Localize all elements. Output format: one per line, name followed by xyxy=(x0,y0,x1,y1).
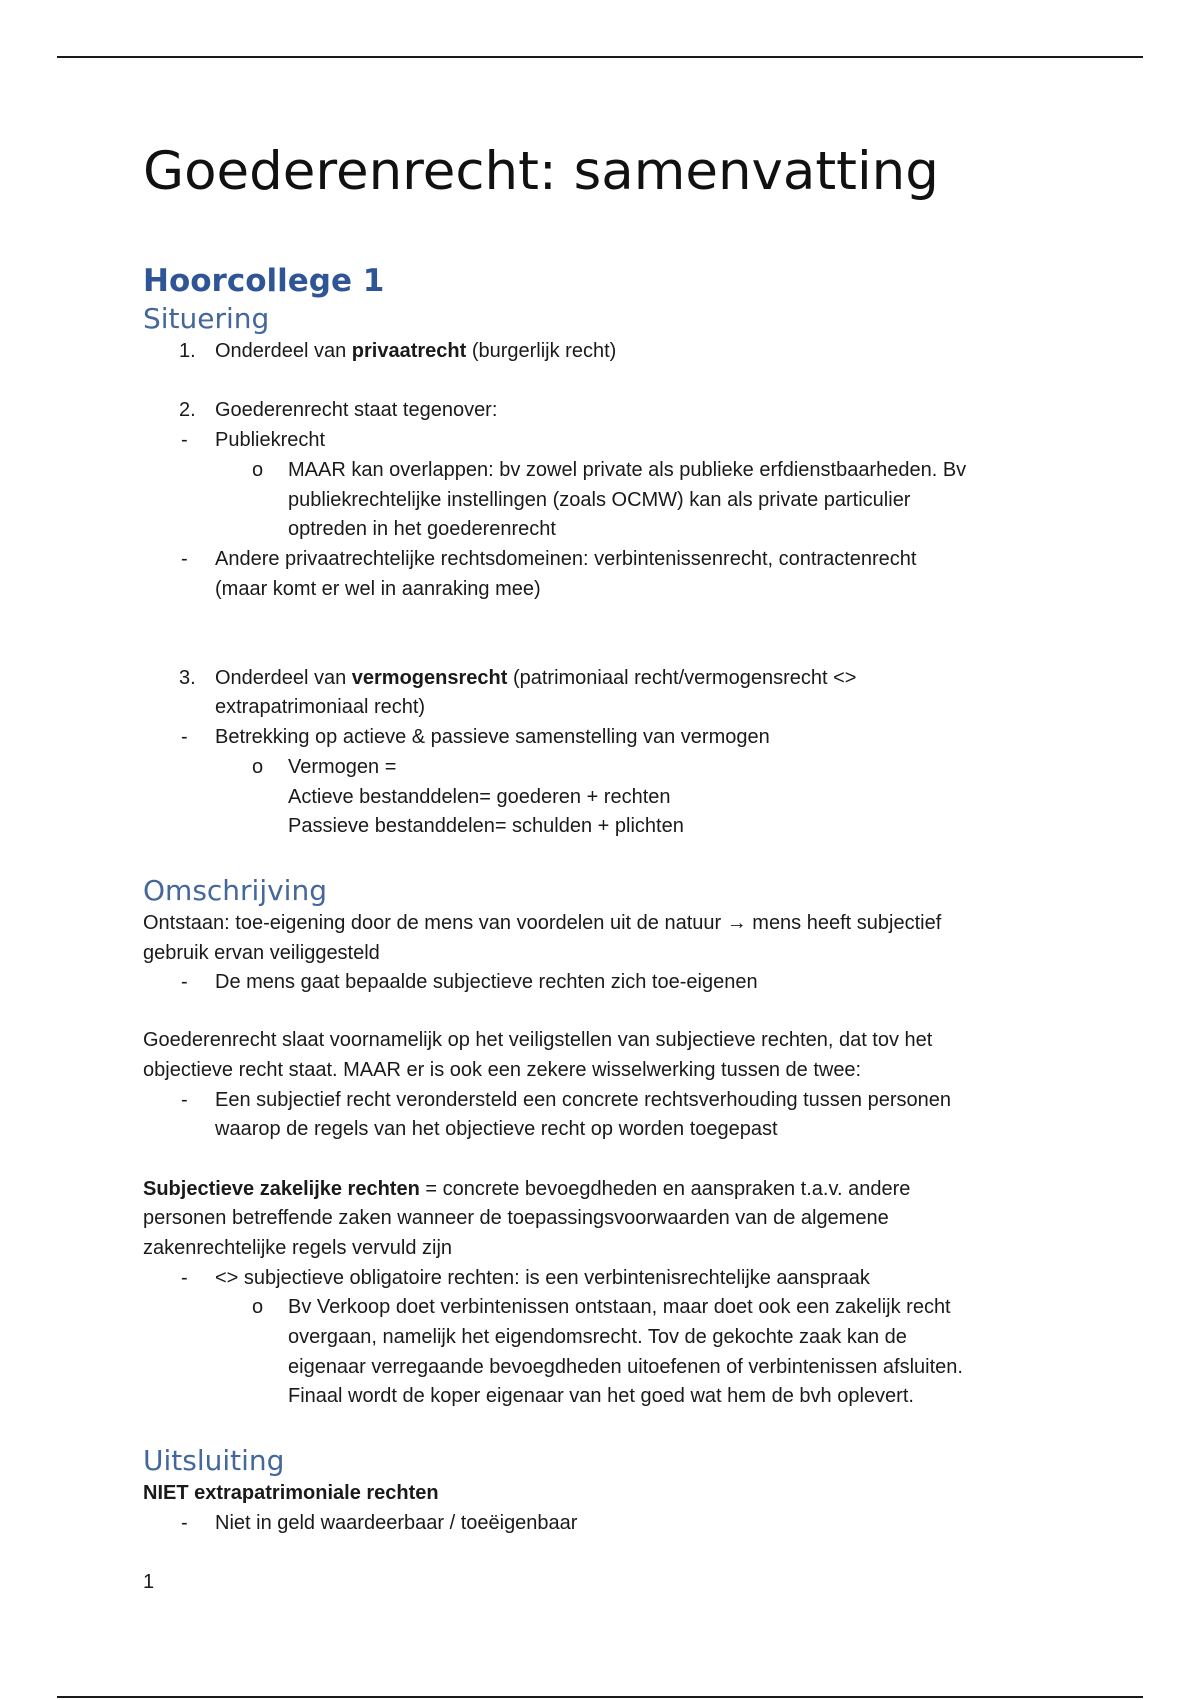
list-number-3: 3. xyxy=(179,667,196,689)
document-title: Goederenrecht: samenvatting xyxy=(143,141,939,202)
sub-publiek-line: MAAR kan overlappen: bv zowel private als publieke erfdienstbaarheden. Bv xyxy=(288,459,967,481)
footer-rule xyxy=(57,1696,1143,1698)
heading-omschrijving: Omschrijving xyxy=(143,874,327,907)
uitsluiting-bold-line: NIET extrapatrimoniale rechten xyxy=(143,1482,439,1504)
bullet-circle: o xyxy=(252,1296,264,1318)
sub-verkoop-line: eigenaar verregaande bevoegdheden uitoefenen of verbintenissen afsluiten. xyxy=(288,1356,963,1378)
sub-verkoop-line: Bv Verkoop doet verbintenissen ontstaan, maar doet ook een zakelijk recht xyxy=(288,1296,951,1318)
omschrijving-p2-line: Goederenrecht slaat voornamelijk op het veiligstellen van subjectieve rechten, dat tov het xyxy=(143,1029,933,1051)
bullet-dash: - xyxy=(181,971,188,993)
omschrijving-p3-line: zakenrechtelijke regels vervuld zijn xyxy=(143,1237,453,1259)
omschrijving-p3-line: Subjectieve zakelijke rechten = concrete bevoegdheden en aanspraken t.a.v. andere xyxy=(143,1178,911,1200)
sub-vermogen-line: Passieve bestanddelen= schulden + plichten xyxy=(288,815,684,837)
bullet-dash: - xyxy=(181,1512,188,1534)
omschrijving-b2-line: waarop de regels van het objectieve recht op worden toegepast xyxy=(215,1118,778,1140)
heading-uitsluiting: Uitsluiting xyxy=(143,1444,285,1477)
header-rule xyxy=(57,56,1143,58)
situering-item-2: Goederenrecht staat tegenover: xyxy=(215,399,498,421)
situering-item-3: Onderdeel van vermogensrecht (patrimoniaal recht/vermogensrecht <> xyxy=(215,667,857,689)
list-number-2: 2. xyxy=(179,399,196,421)
sub-verkoop-line: Finaal wordt de koper eigenaar van het goed wat hem de bvh oplevert. xyxy=(288,1385,914,1407)
sub-verkoop-line: overgaan, namelijk het eigendomsrecht. Tov de gekochte zaak kan de xyxy=(288,1326,907,1348)
omschrijving-p3-line: personen betreffende zaken wanneer de toepassingsvoorwaarden van de algemene xyxy=(143,1207,889,1229)
heading-situering: Situering xyxy=(143,302,270,335)
bullet-dash: - xyxy=(181,429,188,451)
bullet-dash: - xyxy=(181,1267,188,1289)
omschrijving-p2-line: objectieve recht staat. MAAR er is ook een zekere wisselwerking tussen de twee: xyxy=(143,1059,862,1081)
uitsluiting-bullet: Niet in geld waardeerbaar / toeëigenbaar xyxy=(215,1512,578,1534)
omschrijving-p1-line: gebruik ervan veiliggesteld xyxy=(143,942,380,964)
bullet-circle: o xyxy=(252,459,264,481)
bullet-andere-line: Andere privaatrechtelijke rechtsdomeinen: verbintenissenrecht, contractenrecht xyxy=(215,548,917,570)
omschrijving-b3: <> subjectieve obligatoire rechten: is een verbintenisrechtelijke aanspraak xyxy=(215,1267,870,1289)
sub-vermogen-line: Actieve bestanddelen= goederen + rechten xyxy=(288,786,671,808)
sub-vermogen-line: Vermogen = xyxy=(288,756,397,778)
situering-item-3-cont: extrapatrimoniaal recht) xyxy=(215,696,426,718)
bullet-dash: - xyxy=(181,1089,188,1111)
omschrijving-p1-line: Ontstaan: toe-eigening door de mens van voordelen uit de natuur → mens heeft subjectief xyxy=(143,912,942,934)
list-number-1: 1. xyxy=(179,340,196,362)
sub-publiek-line: optreden in het goederenrecht xyxy=(288,518,556,540)
bullet-betrekking: Betrekking op actieve & passieve samenstelling van vermogen xyxy=(215,726,770,748)
bullet-dash: - xyxy=(181,548,188,570)
bullet-dash: - xyxy=(181,726,188,748)
omschrijving-b1: De mens gaat bepaalde subjectieve rechten zich toe-eigenen xyxy=(215,971,758,993)
bullet-publiekrecht: Publiekrecht xyxy=(215,429,326,451)
bullet-andere-line: (maar komt er wel in aanraking mee) xyxy=(215,578,541,600)
sub-publiek-line: publiekrechtelijke instellingen (zoals OCMW) kan als private particulier xyxy=(288,489,911,511)
heading-hoorcollege: Hoorcollege 1 xyxy=(143,263,385,299)
bullet-circle: o xyxy=(252,756,264,778)
omschrijving-b2-line: Een subjectief recht verondersteld een concrete rechtsverhouding tussen personen xyxy=(215,1089,952,1111)
page-number: 1 xyxy=(143,1571,155,1593)
situering-item-1: Onderdeel van privaatrecht (burgerlijk recht) xyxy=(215,340,617,362)
